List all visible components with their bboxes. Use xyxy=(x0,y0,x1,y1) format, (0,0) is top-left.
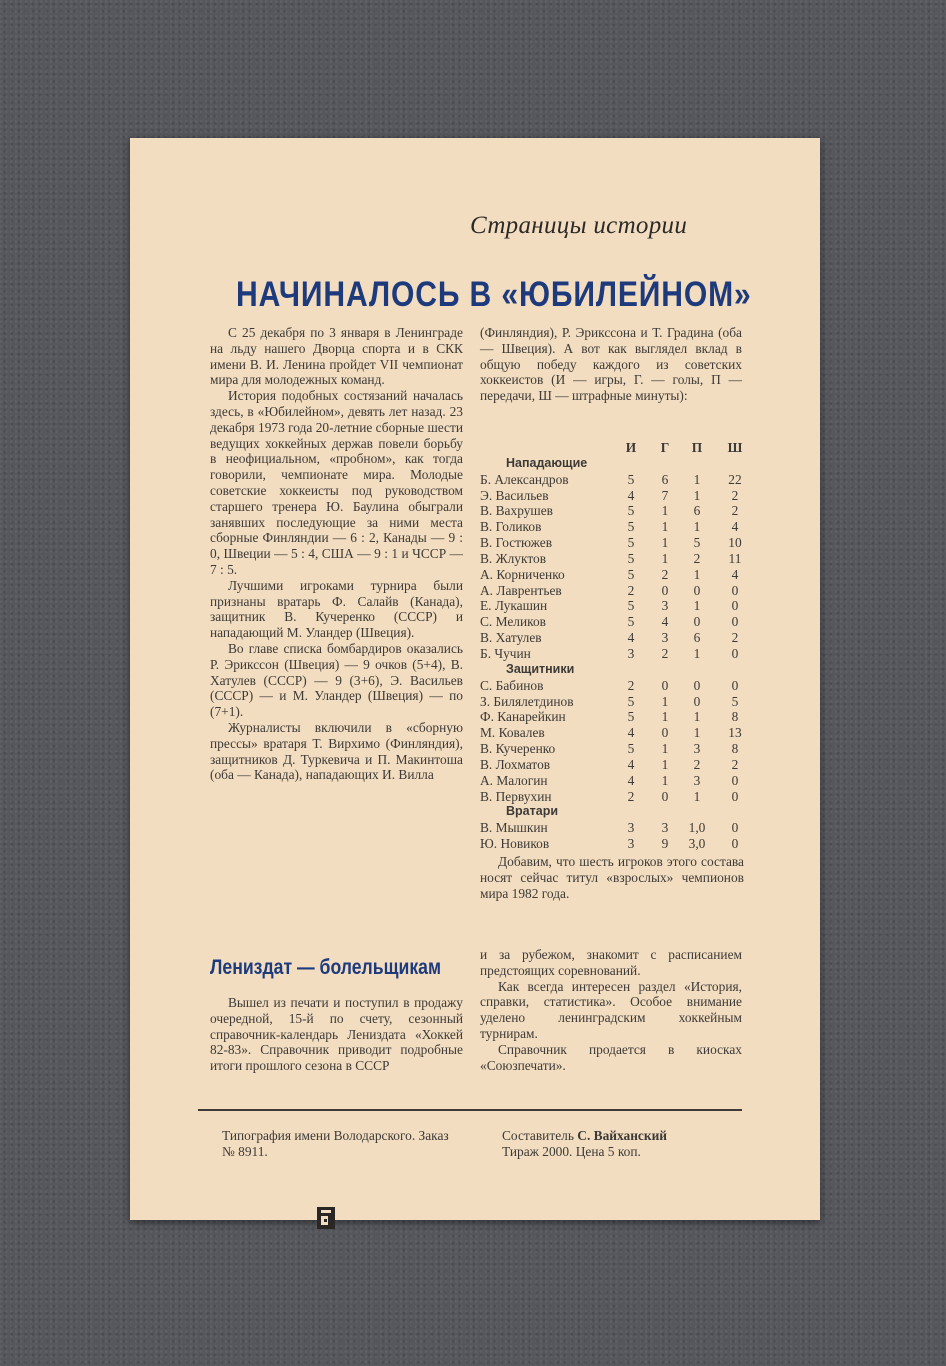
stat-goals: 0 xyxy=(661,725,669,741)
stats-row xyxy=(478,488,746,504)
article-headline: НАЧИНАЛОСЬ В «ЮБИЛЕЙНОМ» xyxy=(236,275,752,314)
stat-assists: 6 xyxy=(693,503,701,519)
player-name: З. Билялетдинов xyxy=(480,693,574,709)
stats-row xyxy=(478,757,746,773)
stat-games: 5 xyxy=(627,550,635,566)
stat-goals: 1 xyxy=(661,550,669,566)
stat-penalties: 0 xyxy=(731,788,739,804)
stats-row xyxy=(478,551,746,567)
stat-games: 5 xyxy=(627,614,635,630)
stat-goals: 2 xyxy=(661,566,669,582)
stat-goals: 1 xyxy=(661,693,669,709)
stat-penalties: 0 xyxy=(731,772,739,788)
stats-row xyxy=(478,820,746,836)
stats-row xyxy=(478,614,746,630)
print-run: Тираж 2000. Цена 5 коп. xyxy=(502,1143,641,1159)
stats-group-title: Защитники xyxy=(506,661,575,676)
stat-penalties: 8 xyxy=(731,741,739,757)
player-name: В. Кучеренко xyxy=(480,741,556,757)
player-name: Б. Александров xyxy=(480,471,569,487)
stat-assists: 0 xyxy=(693,614,701,630)
stats-row xyxy=(478,836,746,852)
stat-penalties: 2 xyxy=(731,630,739,646)
stat-games: 2 xyxy=(627,582,635,598)
stats-header-penalties: Ш xyxy=(727,440,743,455)
stat-goals: 6 xyxy=(661,471,669,487)
player-name: Ф. Канарейкин xyxy=(480,709,566,725)
stat-goals: 3 xyxy=(661,630,669,646)
stat-assists: 0 xyxy=(693,582,701,598)
program-page xyxy=(130,138,820,1220)
article-column-1 xyxy=(210,325,463,783)
stat-goals: 1 xyxy=(661,756,669,772)
stat-goals: 0 xyxy=(661,788,669,804)
stat-games: 5 xyxy=(627,471,635,487)
imprint-compiler xyxy=(502,1128,742,1160)
player-name: А. Корниченко xyxy=(480,566,565,582)
player-name: А. Лаврентьев xyxy=(480,582,562,598)
player-name: Э. Васильев xyxy=(480,487,549,503)
stat-assists: 5 xyxy=(693,535,701,551)
stat-games: 5 xyxy=(627,503,635,519)
stat-penalties: 13 xyxy=(728,725,742,741)
player-name: Ю. Новиков xyxy=(480,836,550,852)
article-paragraph: Лучшими игроками турнира были признаны вратарь Ф. Салайв (Канада), защитник В. Кучеренко (СССР) и нападающий М. Уландер (Швеция). xyxy=(210,577,463,641)
stats-row xyxy=(478,519,746,535)
stat-assists: 1 xyxy=(693,598,701,614)
player-name: М. Ковалев xyxy=(480,725,545,741)
stat-assists: 1 xyxy=(693,645,701,661)
stat-assists: 1,0 xyxy=(688,820,706,836)
stat-penalties: 4 xyxy=(731,519,739,535)
article-paragraph: История подобных состязаний началась здесь, в «Юбилейном», девять лет назад. 23 декабря 1973 года 20-летние сборные шести ведущих хоккейных держав повели борьбу в неофициальном, «пробном», как тогда говорили, чемпионате мира. Молодые советские хоккеисты под руководством старшего тренера Ю. Баулина обыграли занявших последующие за ними места сборные Финляндии — 6 : 2, Канады — 9 : 0, Швеции — 5 : 4, США — 9 : 1 и ЧССР — 7 : 5. xyxy=(210,388,463,577)
stats-row xyxy=(478,741,746,757)
stat-assists: 2 xyxy=(693,550,701,566)
stat-games: 4 xyxy=(627,756,635,772)
stat-penalties: 0 xyxy=(731,820,739,836)
player-name: В. Первухин xyxy=(480,788,552,804)
stat-games: 4 xyxy=(627,725,635,741)
article-paragraph: Добавим, что шесть игроков этого состава носят сейчас титул «взрослых» чемпионов мира 1982 года. xyxy=(480,854,744,901)
stat-assists: 3 xyxy=(693,741,701,757)
stats-group-title: Вратари xyxy=(506,804,559,819)
stats-header-row xyxy=(478,440,746,456)
stats-row xyxy=(478,535,746,551)
stats-row xyxy=(478,694,746,710)
stats-row xyxy=(478,583,746,599)
player-name: В. Вахрушев xyxy=(480,503,553,519)
stat-games: 5 xyxy=(627,535,635,551)
lenizdat-paragraph: Справочник продается в киосках «Союзпечати». xyxy=(480,1041,742,1073)
stat-goals: 1 xyxy=(661,741,669,757)
stat-games: 4 xyxy=(627,487,635,503)
stats-row xyxy=(478,773,746,789)
player-name: В. Голиков xyxy=(480,519,542,535)
stat-games: 3 xyxy=(627,836,635,852)
stat-assists: 0 xyxy=(693,677,701,693)
stat-goals: 1 xyxy=(661,535,669,551)
lenizdat-paragraph: и за рубежом, знакомит с расписанием предстоящих соревнований. xyxy=(480,947,742,978)
divider-rule xyxy=(198,1109,742,1111)
player-name: В. Гостюжев xyxy=(480,535,553,551)
stat-penalties: 0 xyxy=(731,645,739,661)
stat-games: 3 xyxy=(627,645,635,661)
stat-games: 4 xyxy=(627,630,635,646)
stat-assists: 1 xyxy=(693,788,701,804)
stat-penalties: 22 xyxy=(728,471,742,487)
stat-assists: 1 xyxy=(693,471,701,487)
stat-games: 4 xyxy=(627,772,635,788)
stat-goals: 2 xyxy=(661,645,669,661)
stat-goals: 0 xyxy=(661,677,669,693)
article-paragraph: Журналисты включили в «сборную прессы» вратаря Т. Вирхимо (Финляндия), защитников Д. Туркевича и П. Макинтоша (оба — Канада), нападающих И. Вилла xyxy=(210,719,463,783)
stat-games: 5 xyxy=(627,741,635,757)
stat-penalties: 11 xyxy=(728,550,742,566)
stat-penalties: 2 xyxy=(731,756,739,772)
stat-games: 5 xyxy=(627,519,635,535)
stats-row xyxy=(478,646,746,662)
stat-goals: 9 xyxy=(661,836,669,852)
stats-row xyxy=(478,630,746,646)
stat-goals: 1 xyxy=(661,503,669,519)
stat-games: 2 xyxy=(627,677,635,693)
stat-goals: 4 xyxy=(661,614,669,630)
stats-row xyxy=(478,725,746,741)
stat-assists: 2 xyxy=(693,756,701,772)
stats-row xyxy=(478,472,746,488)
stat-assists: 3,0 xyxy=(688,836,706,852)
lenizdat-paragraph: Вышел из печати и поступил в продажу очередной, 15-й по счету, сезонный справочник-календарь Лениздата «Хоккей 82-83». Справочник приводит подробные итоги прошлого сезона в СССР xyxy=(210,995,463,1074)
stat-games: 5 xyxy=(627,566,635,582)
stat-goals: 3 xyxy=(661,598,669,614)
player-name: А. Малогин xyxy=(480,772,548,788)
player-name: С. Меликов xyxy=(480,614,546,630)
stats-row xyxy=(478,678,746,694)
stat-penalties: 2 xyxy=(731,487,739,503)
stat-assists: 3 xyxy=(693,772,701,788)
stat-penalties: 0 xyxy=(731,614,739,630)
player-name: В. Мышкин xyxy=(480,820,548,836)
stat-games: 5 xyxy=(627,598,635,614)
stat-assists: 1 xyxy=(693,487,701,503)
player-name: В. Лохматов xyxy=(480,756,551,772)
stat-assists: 0 xyxy=(693,693,701,709)
stat-penalties: 0 xyxy=(731,677,739,693)
stats-row xyxy=(478,503,746,519)
player-stats-table xyxy=(478,440,746,852)
stat-games: 5 xyxy=(627,693,635,709)
article-paragraph: Во главе списка бомбардиров оказались Р. Эриксcон (Швеция) — 9 очков (5+4), В. Хатулев (СССР) — 9 (3+6), Э. Васильев (СССР) — и М. Уландер (Швеция) — по (7+1). xyxy=(210,640,463,720)
lenizdat-column-2 xyxy=(480,947,742,1073)
stat-penalties: 8 xyxy=(731,709,739,725)
imprint-printer: Типография имени Володарского. Заказ № 8911. xyxy=(222,1128,449,1159)
player-name: С. Бабинов xyxy=(480,677,544,693)
stats-row xyxy=(478,567,746,583)
stats-header-games: И xyxy=(625,440,637,455)
lenizdat-headline: Лениздат — болельщикам xyxy=(210,956,442,979)
lenizdat-paragraph: Как всегда интересен раздел «История, справки, статистика». Особое внимание уделено ленинградским хоккейным турнирам. xyxy=(480,978,742,1041)
stat-penalties: 2 xyxy=(731,503,739,519)
stat-penalties: 10 xyxy=(728,535,742,551)
stat-assists: 1 xyxy=(693,519,701,535)
stats-header-goals: Г xyxy=(660,440,670,455)
stats-header-assists: П xyxy=(691,440,703,455)
stat-goals: 7 xyxy=(661,487,669,503)
stats-group-title: Нападающие xyxy=(506,455,588,470)
stat-goals: 0 xyxy=(661,582,669,598)
stat-goals: 1 xyxy=(661,709,669,725)
stat-games: 5 xyxy=(627,709,635,725)
compiler-name: С. Вайханский xyxy=(577,1128,668,1143)
stat-penalties: 0 xyxy=(731,836,739,852)
rubric-title: Страницы истории xyxy=(470,212,688,239)
stat-assists: 1 xyxy=(693,709,701,725)
publisher-logo-icon xyxy=(316,1206,336,1230)
article-paragraph: С 25 декабря по 3 января в Ленинграде на льду нашего Дворца спорта и в СКК имени В. И. Ленина пройдет VII чемпионат мира для молодежных команд. xyxy=(210,325,463,388)
stat-penalties: 0 xyxy=(731,598,739,614)
stat-penalties: 5 xyxy=(731,693,739,709)
stat-goals: 3 xyxy=(661,820,669,836)
stat-assists: 1 xyxy=(693,566,701,582)
stat-goals: 1 xyxy=(661,772,669,788)
player-name: Е. Лукашин xyxy=(480,598,548,614)
stats-row xyxy=(478,598,746,614)
lenizdat-column-1 xyxy=(210,995,463,1074)
stat-goals: 1 xyxy=(661,519,669,535)
stats-row xyxy=(478,789,746,805)
stat-assists: 1 xyxy=(693,725,701,741)
article-column-2 xyxy=(480,325,742,404)
stats-row xyxy=(478,709,746,725)
player-name: В. Жлуктов xyxy=(480,550,547,566)
stat-games: 2 xyxy=(627,788,635,804)
stat-games: 3 xyxy=(627,820,635,836)
stat-penalties: 0 xyxy=(731,582,739,598)
stat-assists: 6 xyxy=(693,630,701,646)
article-paragraph: (Финляндия), Р. Эрикссона и Т. Градина (оба — Швеция). А вот как выглядел вклад в общую победу каждого из советских хоккеистов (И — игры, Г. — голы, П — передачи, Ш — штрафные минуты): xyxy=(480,325,742,404)
stat-penalties: 4 xyxy=(731,566,739,582)
player-name: Б. Чучин xyxy=(480,645,531,661)
article-column-2-outro xyxy=(480,854,744,901)
player-name: В. Хатулев xyxy=(480,630,542,646)
compiler-label: Составитель xyxy=(502,1128,574,1143)
